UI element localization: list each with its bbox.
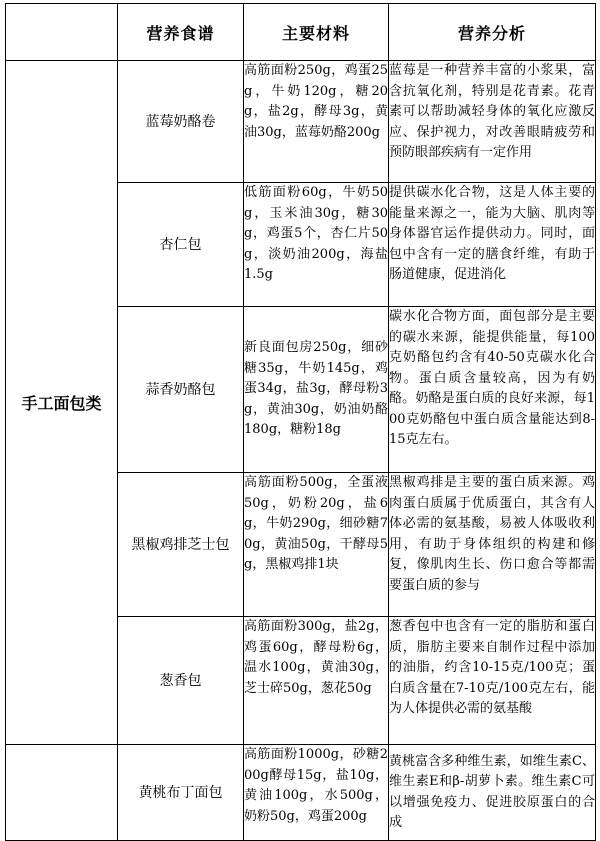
materials-cell: [244, 473, 389, 617]
analysis-text: 蓝莓是一种营养丰富的小浆果，富含抗氧化剂，特别是花青素。花青素可以帮助减轻身体的氧化应激反应、保护视力，对改善眼睛疲劳和预防眼部疾病有一定作用: [389, 63, 595, 160]
header-analysis: 营养分析: [389, 4, 596, 61]
recipe-table: [5, 3, 596, 841]
materials-cell: [244, 61, 389, 183]
recipe-name: 黑椒鸡排芝士包: [118, 473, 244, 617]
analysis-text: 葱香包中也含有一定的脂肪和蛋白质，脂肪主要来自制作过程中添加的油脂，约含10-15克/100克；蛋白质含量在7-10克/100克左右，能为人体提供必需的氨基酸: [389, 619, 595, 716]
materials-cell: [244, 307, 389, 473]
analysis-text: 提供碳水化合物，这是人体主要的能量来源之一，能为大脑、肌肉等身体器官运作提供动力。同时，面包中含有一定的膳食纤维，有助于肠道健康，促进消化: [389, 185, 595, 282]
analysis-cell: [389, 473, 596, 617]
header-blank: [6, 4, 118, 61]
analysis-cell: [389, 745, 596, 841]
category-cell: 手工面包类: [6, 61, 118, 745]
header-recipe: 营养食谱: [118, 4, 244, 61]
analysis-text: 黄桃富含多种维生素，如维生素C、维生素E和β-胡萝卜素。维生素C可以增强免疫力、促进胶原蛋白的合成: [389, 753, 595, 830]
analysis-cell: [389, 183, 596, 307]
materials-text: 高筋面粉300g，盐2g，鸡蛋60g，酵母粉6g，温水100g，黄油30g，芝士碎50g，葱花50g: [244, 619, 388, 696]
recipe-name: 葱香包: [118, 617, 244, 745]
materials-text: 低筋面粉60g，牛奶50g，玉米油30g，糖30g，鸡蛋5个，杏仁片50g，淡奶油200g，海盐1.5g: [244, 185, 388, 282]
analysis-cell: [389, 617, 596, 745]
recipe-name: 杏仁包: [118, 183, 244, 307]
materials-text: 高筋面粉1000g，砂糖200g酵母15g，盐10g，黄油100g，水500g，奶粉50g，鸡蛋200g: [244, 747, 388, 824]
recipe-name: 蓝莓奶酪卷: [118, 61, 244, 183]
recipe-name: 黄桃布丁面包: [118, 745, 244, 841]
materials-cell: [244, 617, 389, 745]
recipe-name: 蒜香奶酪包: [118, 307, 244, 473]
analysis-text: 黑椒鸡排是主要的蛋白质来源。鸡肉蛋白质属于优质蛋白，其含有人体必需的氨基酸，易被人体吸收利用，有助于身体组织的构建和修复，像肌肉生长、伤口愈合等都需要蛋白质的参与: [389, 475, 595, 593]
table-row: [6, 61, 596, 183]
category-cell: [6, 745, 118, 841]
materials-cell: [244, 745, 389, 841]
analysis-cell: [389, 307, 596, 473]
materials-text: 高筋面粉250g，鸡蛋25g，牛奶120g，糖20g，盐2g，酵母3g，黄油30g，蓝莓奶酪200g: [244, 63, 388, 140]
header-materials: 主要材料: [244, 4, 389, 61]
materials-text: 新良面包房250g，细砂糖35g，牛奶145g，鸡蛋34g，盐3g，酵母粉3g，黄油30g，奶油奶酪180g，糖粉18g: [244, 340, 388, 438]
header-row: [6, 4, 596, 61]
analysis-text: 碳水化合物方面，面包部分是主要的碳水来源，能提供能量，每100克奶酪包约含有40-50克碳水化合物。蛋白质含量较高，因为有奶酪。奶酪是蛋白质的良好来源，每100克奶酪包中蛋白质含量能达到8-15克左右。: [389, 309, 595, 447]
analysis-cell: [389, 61, 596, 183]
materials-text: 高筋面粉500g，全蛋液50g，奶粉20g，盐6g，牛奶290g，细砂糖70g，黄油50g，干酵母5g，黑椒鸡排1块: [244, 475, 388, 572]
materials-cell: [244, 183, 389, 307]
table-row: [6, 745, 596, 841]
